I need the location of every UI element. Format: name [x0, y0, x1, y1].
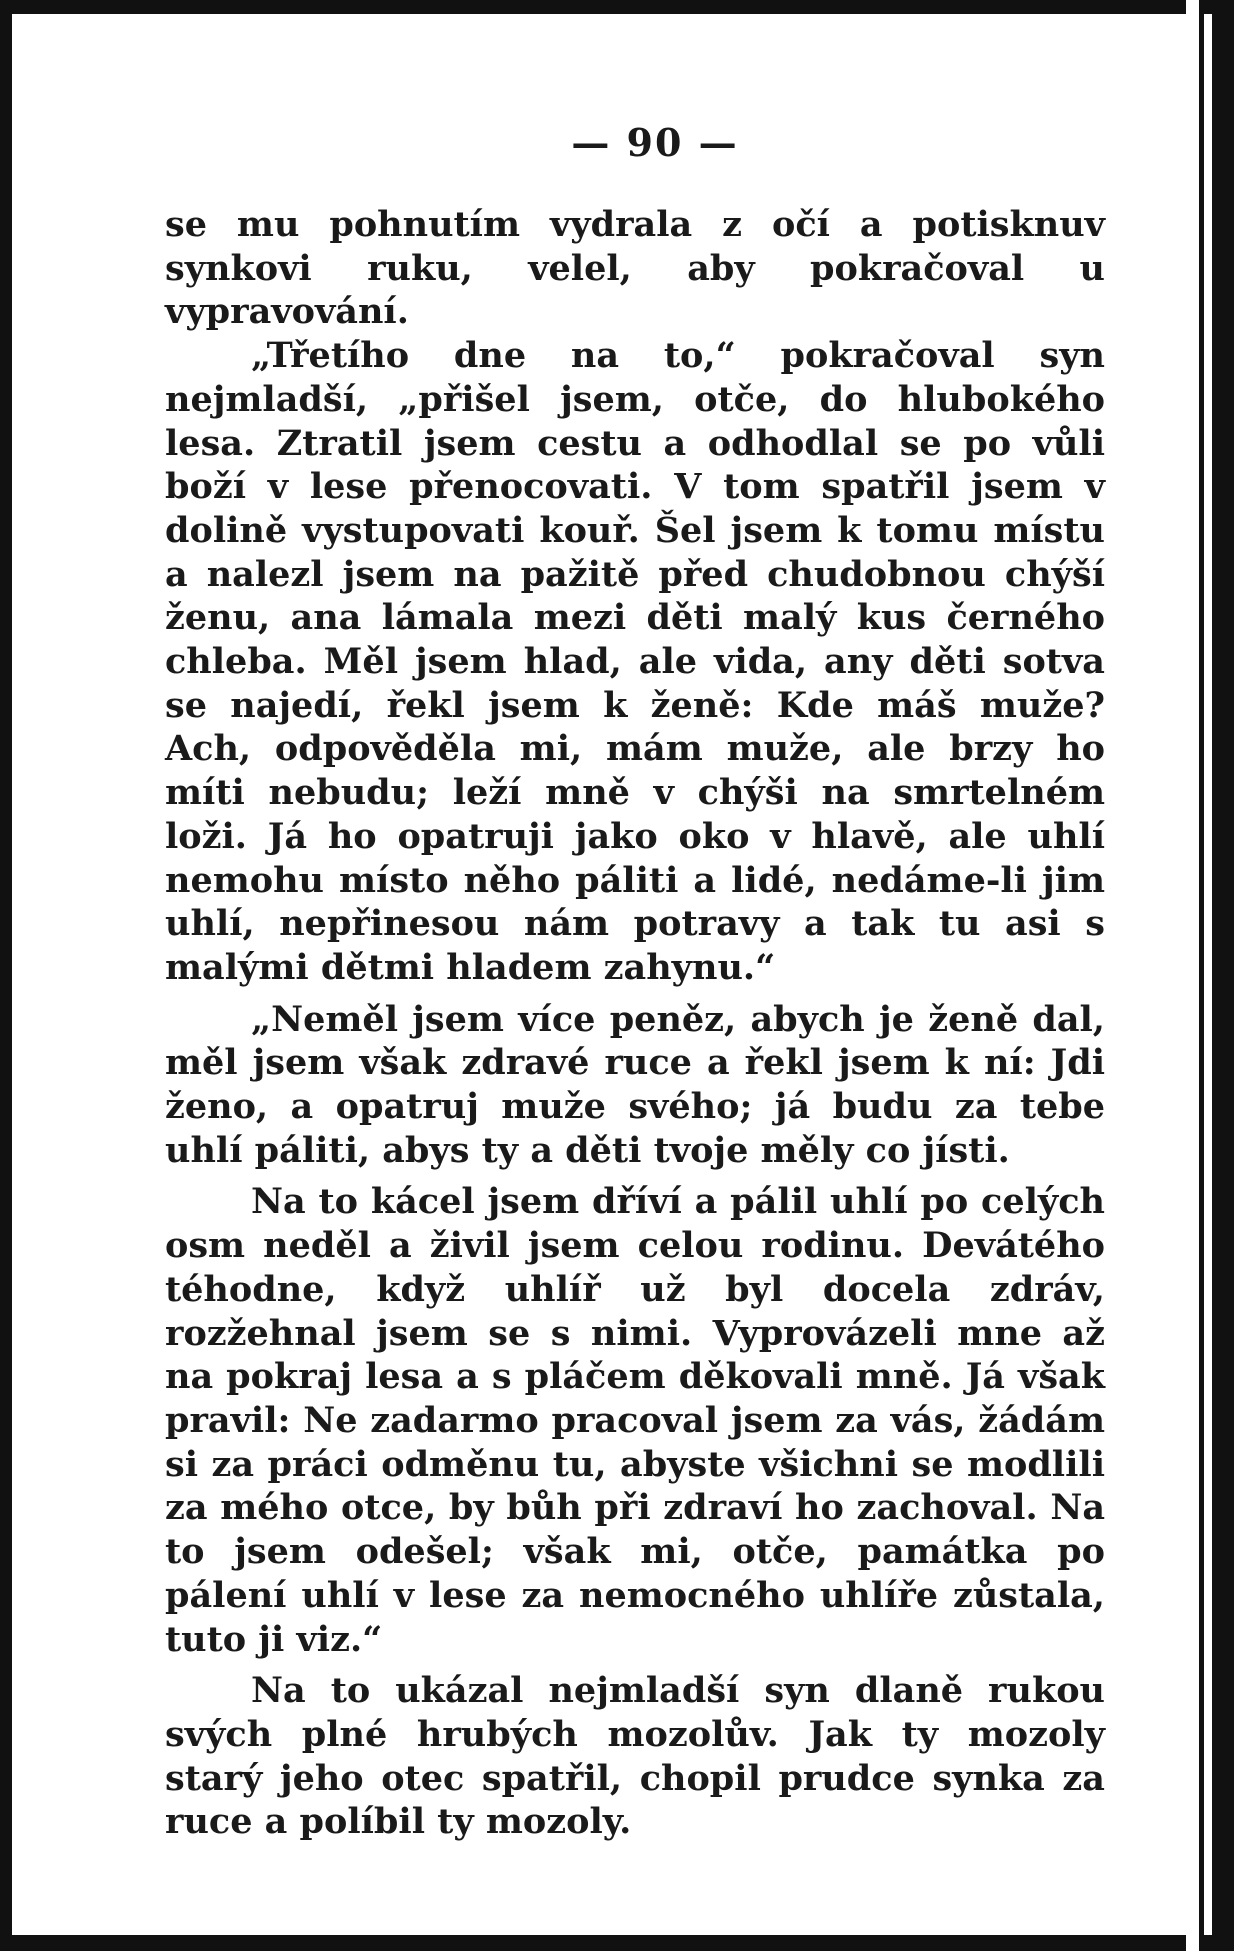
paragraph-5: Na to ukázal nejmladší syn dlaně rukou svých plné hrubých mozolův. Jak ty mozoly starý jeho otec spatřil, chopil prudce synka za ruce a políbil ty mozoly. [165, 1670, 1105, 1843]
scan-border-left [0, 0, 12, 1951]
paragraph-2: „Třetího dne na to,“ pokračoval syn nejmladší, „přišel jsem, otče, do hlubokého lesa. Ztratil jsem cestu a odhodlal se po vůli boží v lese přenocovati. V tom spatřil jsem v dolině vystupovati kouř. Šel jsem k tomu místu a nalezl jsem na pažitě před chudobnou chýší ženu, ana lámala mezi děti malý kus černého chleba. Měl jsem hlad, ale vida, any děti sotva se najedí, řekl jsem k ženě: Kde máš muže? Ach, odpověděla mi, mám muže, ale brzy ho míti nebudu; leží mně v chýši na smrtelném loži. Já ho opatruji jako oko v hlavě, ale uhlí nemohu místo něho páliti a lidé, nedáme-li jim uhlí, nepřinesou nám potravy a tak tu asi s malými dětmi hladem zahynu.“ [165, 335, 1105, 988]
paragraph-3: „Neměl jsem více peněz, abych je ženě dal, měl jsem však zdravé ruce a řekl jsem k ní: Jdi ženo, a opatruj muže svého; já budu za tebe uhlí páliti, abys ty a děti tvoje měly co jísti. [165, 998, 1105, 1171]
paragraph-4: Na to kácel jsem dříví a pálil uhlí po celých osm neděl a živil jsem celou rodinu. Devátého téhodne, když uhlíř už byl docela zdráv, rozžehnal jsem se s nimi. Vyprovázeli mne až na pokraj lesa a s pláčem děkovali mně. Já však pravil: Ne zadarmo pracoval jsem za vás, žádám si za práci odměnu tu, abyste všichni se modlili za mého otce, by bůh při zdraví ho zachoval. Na to jsem odešel; však mi, otče, památka po pálení uhlí v lese za nemocného uhlíře zůstala, tuto ji viz.“ [165, 1181, 1105, 1660]
page-content [165, 120, 1105, 1844]
page-number: — 90 — [571, 120, 739, 165]
scan-border-top [0, 0, 1212, 14]
scan-border-right [1212, 0, 1234, 1951]
scan-gutter [1186, 0, 1200, 1951]
scan-border-right-line [1199, 0, 1204, 1951]
paragraph-1: se mu pohnutím vydrala z očí a potisknuv synkovi ruku, velel, aby pokračoval u vypravování. [165, 204, 1105, 333]
scan-border-bottom [0, 1935, 1212, 1951]
